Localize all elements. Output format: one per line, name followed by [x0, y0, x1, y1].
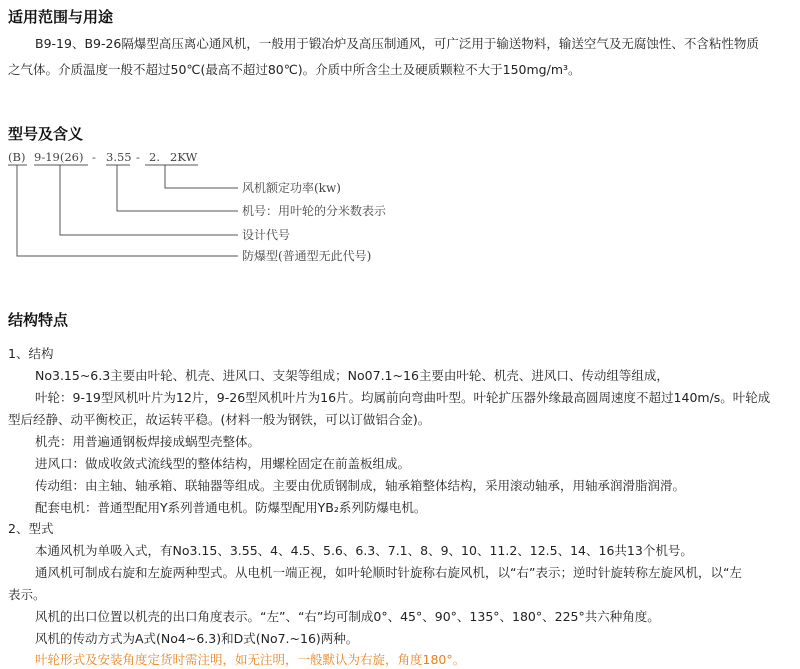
code-number: 3.55 [106, 150, 132, 164]
structure-line: 传动组：由主轴、轴承箱、联轴器等组成。主要由优质钢制成，轴承箱整体结构，采用滚动轴承，用轴承润滑脂润滑。 [35, 478, 686, 493]
code-power-b: 2KW [170, 150, 198, 164]
code-power-a: 2. [149, 150, 160, 164]
structure-line: 进风口：做成收敛式流线型的整体结构，用螺栓固定在前盖板组成。 [35, 456, 411, 471]
subsection-title: 1、结构 [8, 346, 54, 361]
structure-line: 机壳：用普遍通钢板焊接成蜗型壳整体。 [35, 434, 261, 449]
structure-line: 风机的出口位置以机壳的出口角度表示。“左”、“右”均可制成0°、45°、90°、135°、180°、225°共六种角度。 [35, 609, 660, 624]
structure-heading: 结构特点 [8, 311, 69, 329]
leader-power [165, 165, 238, 188]
structure-line: 叶轮：9-19型风机叶片为12片，9-26型风机叶片为16片。均属前向弯曲叶型。叶轮扩压器外缘最高圆周速度不超过140m/s。叶轮成 [35, 390, 771, 405]
code-prefix: (B) [8, 150, 26, 164]
structure-line: 表示。 [8, 587, 46, 602]
label-power: 风机额定功率(kw) [242, 181, 341, 195]
label-explosion: 防爆型(普通型无此代号) [242, 249, 372, 263]
subsection-title: 2、型式 [8, 521, 54, 536]
scope-paragraph-line: B9-19、B9-26隔爆型高压离心通风机，一般用于锻冶炉及高压制通风，可广泛用于输送物料，输送空气及无腐蚀性、不含粘性物质 [35, 36, 759, 51]
structure-line: 型后经静、动平衡校正，故运转平稳。(材料一般为钢铁，可以订做铝合金)。 [8, 412, 431, 427]
code-dash: - [92, 150, 96, 164]
order-note: 叶轮形式及安装角度定货时需注明，如无注明，一般默认为右旋，角度180°。 [35, 652, 466, 667]
structure-line: 配套电机：普通型配用Y系列普通电机。防爆型配用YB₂系列防爆电机。 [35, 500, 427, 515]
structure-line: 本通风机为单吸入式，有No3.15、3.55、4、4.5、5.6、6.3、7.1、8、9、10、11.2、12.5、14、16共13个机号。 [35, 543, 693, 558]
code-series: 9-19(26) [34, 150, 84, 164]
structure-line: 风机的传动方式为A式(No4~6.3)和D式(No7.~16)两种。 [35, 631, 359, 646]
label-design: 设计代号 [242, 228, 291, 242]
label-number: 机号：用叶轮的分米数表示 [242, 204, 387, 218]
leader-design [60, 165, 238, 235]
code-dash: - [136, 150, 140, 164]
scope-paragraph-line: 之气体。介质温度一般不超过50℃(最高不超过80℃)。介质中所含尘土及硬质颗粒不大于150mg/m³。 [8, 62, 581, 77]
structure-line: No3.15~6.3主要由叶轮、机壳、进风口、支架等组成；No07.1~16主要由叶轮、机壳、进风口、传动组等组成， [35, 368, 669, 383]
model-heading: 型号及含义 [8, 125, 84, 143]
model-code-diagram [0, 148, 420, 273]
scope-heading: 适用范围与用途 [8, 8, 114, 26]
structure-line: 通风机可制成右旋和左旋两种型式。从电机一端正视，如叶轮顺时针旋称右旋风机，以“右”表示；逆时针旋转称左旋风机，以“左 [35, 565, 742, 580]
